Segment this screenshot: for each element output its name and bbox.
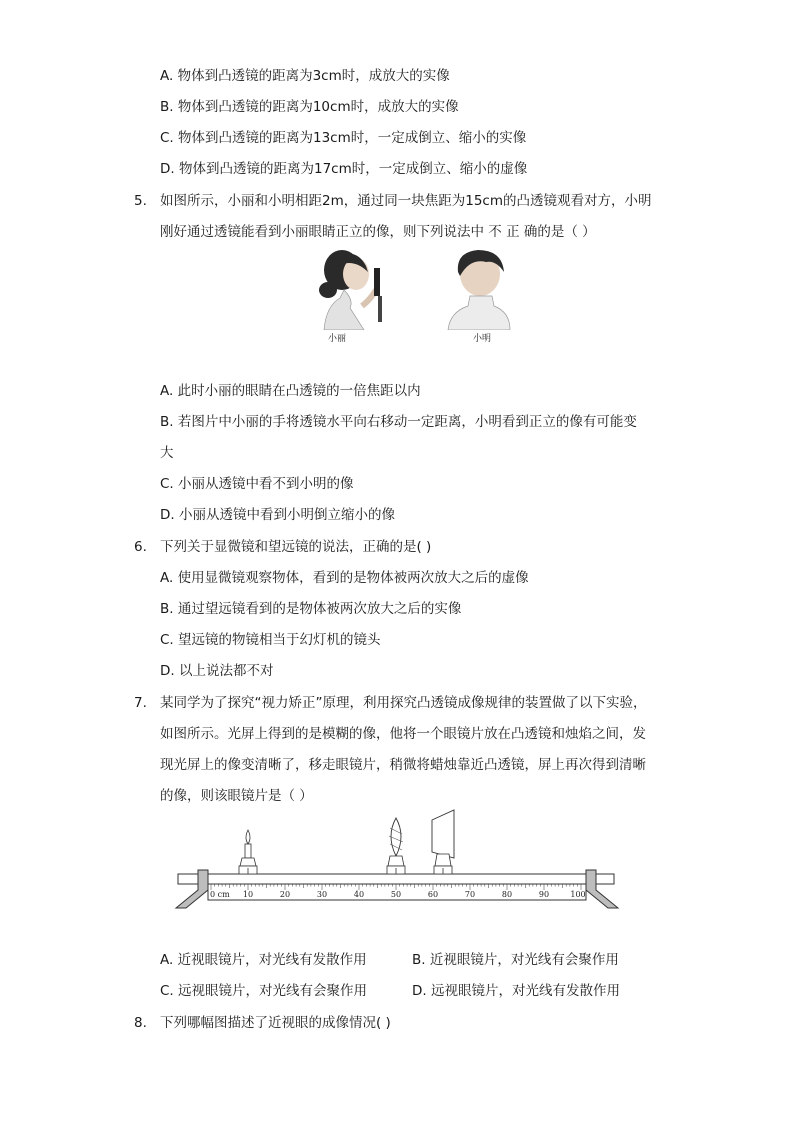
xiaoli-illustration	[310, 246, 402, 330]
q6-stem: 下列关于显微镜和望远镜的说法，正确的是( )	[160, 539, 432, 555]
q4-option-d: D. 物体到凸透镜的距离为17cm时，一定成倒立、缩小的虚像	[160, 161, 528, 177]
ruler-tick-30: 30	[316, 890, 328, 899]
q7-number: 7.	[134, 695, 147, 711]
bench-rail	[178, 874, 614, 884]
candle	[239, 830, 257, 874]
ruler-tick-10: 10	[242, 890, 254, 899]
q5-option-c: C. 小丽从透镜中看不到小明的像	[160, 476, 354, 492]
q4-option-a: A. 物体到凸透镜的距离为3cm时，成放大的实像	[160, 68, 450, 84]
q4-option-c: C. 物体到凸透镜的距离为13cm时，一定成倒立、缩小的实像	[160, 130, 527, 146]
q7-stem-line4: 的像，则该眼镜片是（ ）	[160, 788, 313, 804]
q6-option-a: A. 使用显微镜观察物体，看到的是物体被两次放大之后的虚像	[160, 570, 529, 586]
q5-label-xiaoming: 小明	[473, 334, 492, 344]
q5-option-d: D. 小丽从透镜中看到小明倒立缩小的像	[160, 507, 395, 523]
ruler-unit-label: 0 cm	[210, 890, 230, 899]
q6-option-b: B. 通过望远镜看到的是物体被两次放大之后的实像	[160, 601, 462, 617]
q8-stem: 下列哪幅图描述了近视眼的成像情况( )	[160, 1015, 391, 1031]
xiaoming-illustration	[444, 246, 515, 330]
q5-option-a: A. 此时小丽的眼睛在凸透镜的一倍焦距以内	[160, 383, 421, 399]
ruler-tick-70: 70	[464, 890, 476, 899]
q5-figure-people	[310, 246, 515, 330]
q7-optical-bench	[172, 808, 622, 912]
q5-label-xiaoli: 小丽	[328, 334, 347, 344]
q6-number: 6.	[134, 539, 147, 555]
q5-stem-line2: 刚好通过透镜能看到小丽眼睛正立的像，则下列说法中 不 正 确的是（ ）	[160, 224, 596, 240]
q6-option-d: D. 以上说法都不对	[160, 663, 274, 679]
q5-number: 5.	[134, 193, 147, 209]
q4-option-b: B. 物体到凸透镜的距离为10cm时，成放大的实像	[160, 99, 459, 115]
q5-option-b-cont: 大	[160, 445, 174, 461]
ruler-tick-80: 80	[501, 890, 513, 899]
ruler-tick-60: 60	[427, 890, 439, 899]
q7-option-d: D. 远视眼镜片，对光线有发散作用	[412, 983, 620, 999]
q5-option-b: B. 若图片中小丽的手将透镜水平向右移动一定距离，小明看到正立的像有可能变	[160, 414, 637, 430]
q6-option-c: C. 望远镜的物镜相当于幻灯机的镜头	[160, 632, 381, 648]
q8-number: 8.	[134, 1015, 147, 1031]
ruler-tick-40: 40	[353, 890, 365, 899]
ruler-tick-50: 50	[390, 890, 402, 899]
q7-option-b: B. 近视眼镜片，对光线有会聚作用	[412, 952, 619, 968]
ruler-tick-90: 90	[538, 890, 550, 899]
ruler-tick-20: 20	[279, 890, 291, 899]
q7-stem-line1: 某同学为了探究“视力矫正”原理，利用探究凸透镜成像规律的装置做了以下实验，	[160, 695, 647, 711]
light-screen	[432, 810, 454, 874]
convex-lens	[387, 818, 405, 874]
ruler-tick-100: 100	[570, 890, 586, 899]
q5-stem-line1: 如图所示，小丽和小明相距2m，通过同一块焦距为15cm的凸透镜观看对方，小明	[160, 193, 652, 209]
q7-stem-line2: 如图所示。光屏上得到的是模糊的像，他将一个眼镜片放在凸透镜和烛焰之间，发	[160, 726, 646, 742]
q7-stem-line3: 现光屏上的像变清晰了，移走眼镜片，稍微将蜡烛靠近凸透镜，屏上再次得到清晰	[160, 757, 646, 773]
q7-option-a: A. 近视眼镜片，对光线有发散作用	[160, 952, 367, 968]
q7-option-c: C. 远视眼镜片，对光线有会聚作用	[160, 983, 368, 999]
